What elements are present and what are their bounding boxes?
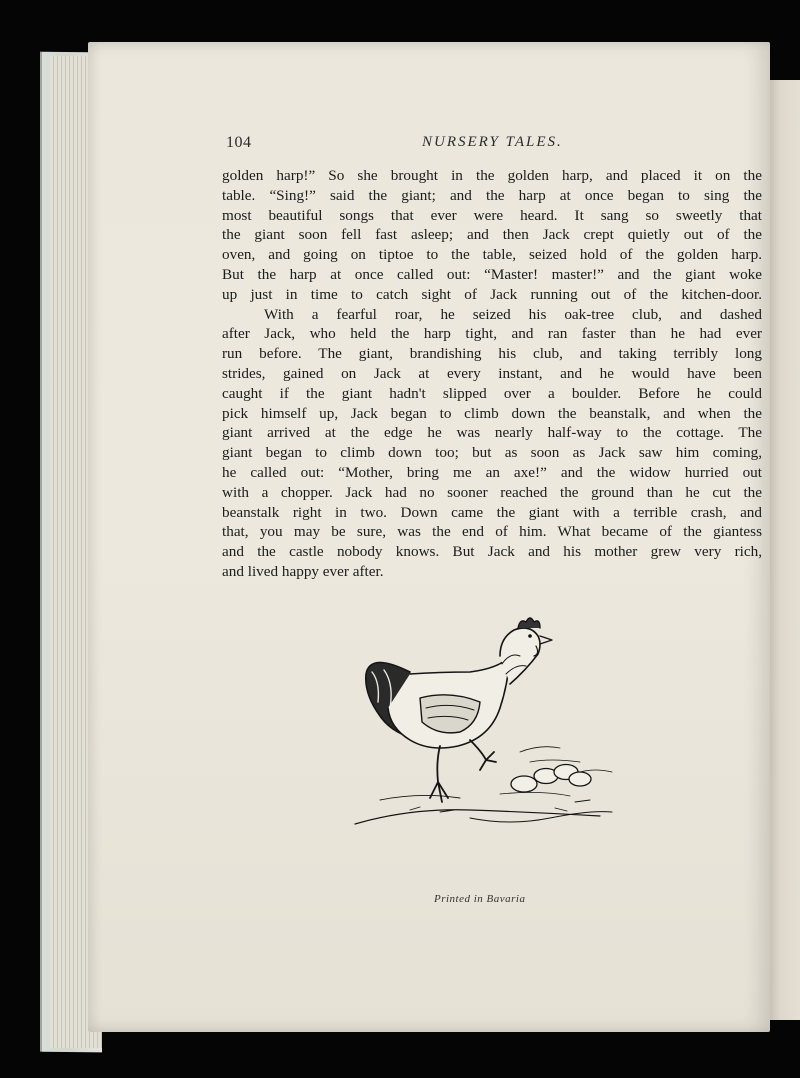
text-line: and the castle nobody knows. But Jack and his mother grew very rich,: [222, 543, 762, 561]
text-line: up just in time to catch sight of Jack running out of the kitchen-door.: [222, 285, 762, 303]
text-line: with a chopper. Jack had no sooner reached the ground than he cut the: [222, 483, 762, 501]
running-title: NURSERY TALES.: [422, 134, 563, 150]
text-line: run before. The giant, brandishing his club, and taking terribly long: [222, 345, 762, 363]
text-line: he called out: “Mother, bring me an axe!” and the widow hurried out: [222, 463, 762, 481]
text-line: after Jack, who held the harp tight, and ran faster than he had ever: [222, 325, 762, 343]
text-line: table. “Sing!” said the giant; and the harp at once began to sing the: [222, 186, 762, 204]
text-line: oven, and going on tiptoe to the table, seized hold of the golden harp.: [222, 246, 762, 264]
text-line: giant began to climb down too; but as soon as Jack saw him coming,: [222, 444, 762, 462]
text-line: giant arrived at the edge he was nearly half-way to the cottage. The: [222, 424, 762, 442]
text-line: But the harp at once called out: “Master! master!” and the giant woke: [222, 265, 762, 283]
text-line: golden harp!” So she brought in the golden harp, and placed it on the: [222, 167, 762, 184]
printer-imprint: Printed in Bavaria: [434, 893, 526, 905]
text-line: most beautiful songs that ever were heard. It sang so sweetly that: [222, 206, 762, 224]
story-text: [222, 166, 762, 582]
hen-illustration: [350, 612, 620, 842]
text-line-paragraph-start: With a fearful roar, he seized his oak-tree club, and dashed: [264, 305, 762, 323]
running-head: [226, 134, 772, 158]
text-line: the giant soon fell fast asleep; and then Jack crept quietly out of the: [222, 226, 762, 244]
text-line: beanstalk right in two. Down came the giant with a terrible crash, and: [222, 503, 762, 521]
text-line: strides, gained on Jack at every instant, and he would have been: [222, 364, 762, 382]
text-line: pick himself up, Jack began to climb down the beanstalk, and when the: [222, 404, 762, 422]
text-line: that, you may be sure, was the end of him. What became of the giantess: [222, 523, 762, 541]
text-line: caught if the giant hadn't slipped over a boulder. Before he could: [222, 384, 762, 402]
page-number: 104: [226, 134, 252, 151]
text-line-last: and lived happy ever after.: [222, 562, 384, 580]
